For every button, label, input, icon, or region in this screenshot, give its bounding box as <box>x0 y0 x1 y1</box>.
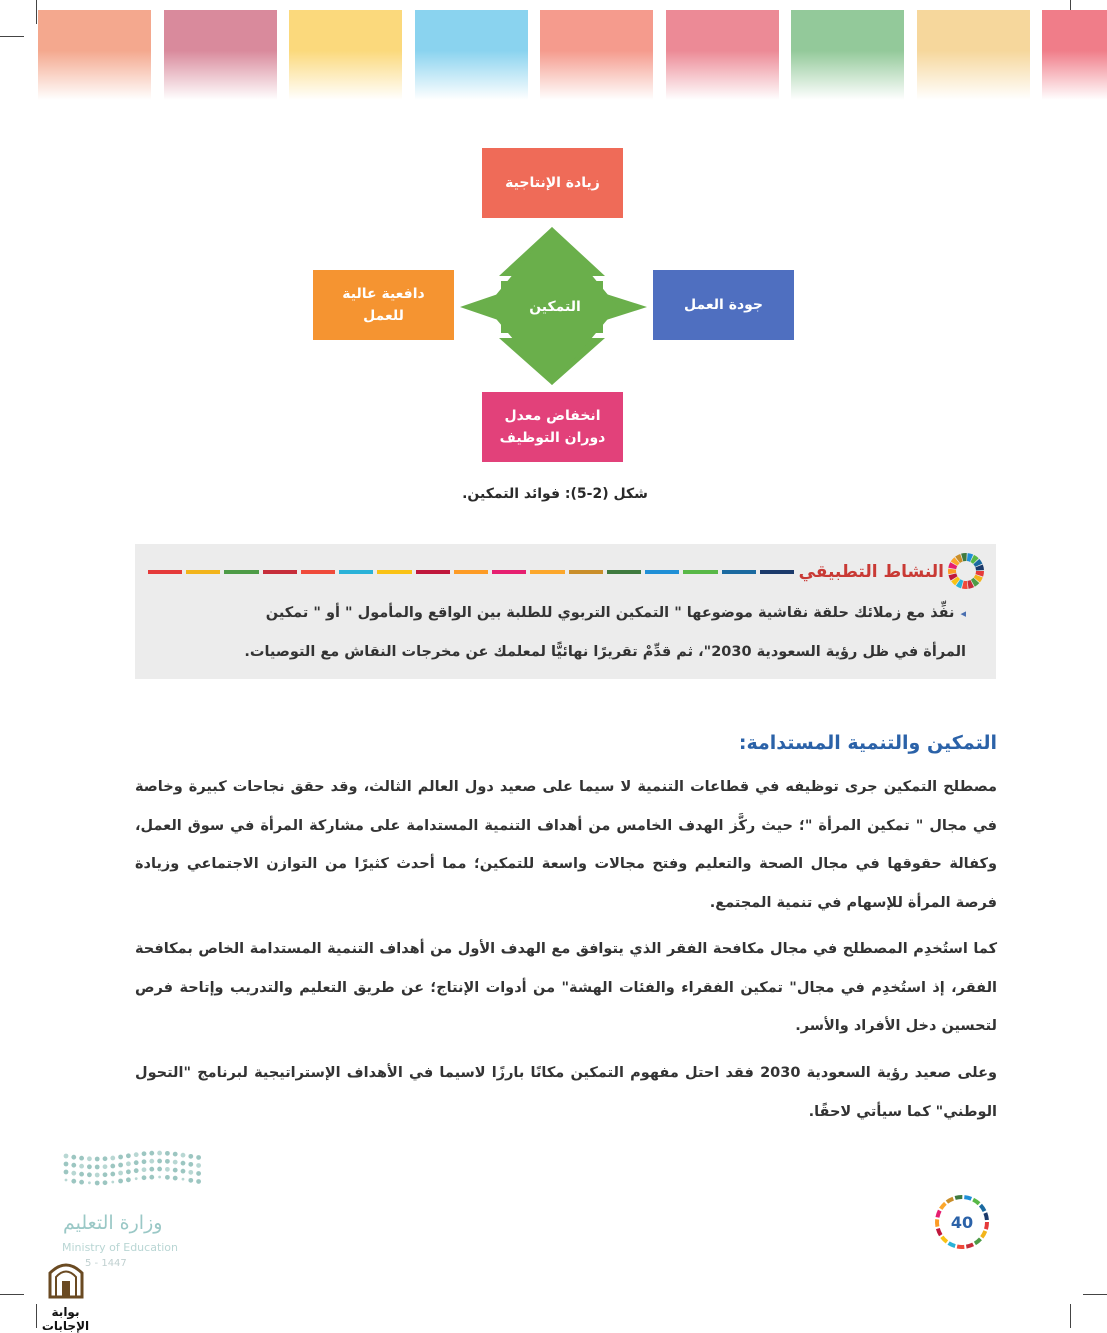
color-stripe <box>224 570 258 574</box>
ministry-year: 5 - 1447 <box>85 1258 127 1269</box>
color-stripe <box>301 570 335 574</box>
diagram-box-turnover <box>482 392 623 462</box>
color-stripe <box>569 570 603 574</box>
color-stripe <box>186 570 220 574</box>
diagram-box-motivation <box>313 270 454 340</box>
motivation-label-line2: للعمل <box>363 308 404 324</box>
paragraph-2: كما استُخدِم المصطلح في مجال مكافحة الفقر الذي يتوافق مع الهدف الأول من أهداف التنمية المستدامة الخاص بمكافحة الفقر، إذ استُخدِم في مجال" تمكين الفقراء والفئات الهشة" من أدوات الإنتاج؛ عن طريق التعليم والتدريب وإتاحة فرص لتحسين دخل الأفراد والأسر. <box>135 941 997 1034</box>
productivity-label: زيادة الإنتاجية <box>505 175 600 191</box>
ministry-name: وزارة التعليم <box>63 1212 163 1234</box>
ministry-dots-logo-icon <box>60 1150 210 1200</box>
color-stripe <box>760 570 794 574</box>
color-stripe <box>683 570 717 574</box>
activity-line1: نفِّذ مع زملائك حلقة نقاشية موضوعها " التمكين التربوي للطلبة بين الواقع والمأمول " أو " تمكين <box>265 605 955 621</box>
color-stripe <box>645 570 679 574</box>
turnover-label-line1: انخفاض معدل <box>504 408 601 424</box>
bullet-triangle-icon: ◂ <box>960 607 966 620</box>
motivation-label-line1: دافعية عالية <box>342 286 425 302</box>
crop-mark <box>0 1294 24 1295</box>
header-color-tabs <box>38 10 1098 100</box>
header-tab <box>1042 10 1107 100</box>
figure-caption: شكل (2-5): فوائد التمكين. <box>462 486 648 502</box>
color-stripe <box>339 570 373 574</box>
diagram-box-productivity <box>482 148 623 218</box>
header-tab <box>791 10 904 100</box>
page-number: 40 <box>950 1212 974 1232</box>
turnover-label-line2: دوران التوظيف <box>499 430 606 446</box>
color-stripe <box>148 570 182 574</box>
color-stripe <box>416 570 450 574</box>
section-title: التمكين والتنمية المستدامة: <box>738 732 997 754</box>
paragraph-3: وعلى صعيد رؤية السعودية 2030 فقد احتل مفهوم التمكين مكانًا بارزًا لاسيما في الأهداف الإستراتيجية لبرنامج "التحول الوطني" كما سيأتي لاحقًا. <box>135 1065 997 1120</box>
header-tab <box>415 10 528 100</box>
activity-line2: المرأة في ظل رؤية السعودية 2030"، ثم قدِّمْ تقريرًا نهائيًّا لمعلمك عن مخرجات النقاش مع التوصيات. <box>244 644 966 660</box>
color-stripe <box>530 570 564 574</box>
color-stripe <box>263 570 297 574</box>
answers-portal-badge[interactable] <box>28 1257 103 1333</box>
diagram-center-label: التمكين <box>529 299 581 315</box>
color-stripe <box>492 570 526 574</box>
activity-title: النشاط التطبيقي <box>798 562 944 582</box>
header-tab <box>917 10 1030 100</box>
crop-mark <box>1083 1294 1107 1295</box>
crop-mark <box>0 36 24 37</box>
empowerment-benefits-diagram <box>300 140 810 475</box>
sdg-wheel-icon <box>946 551 986 591</box>
crop-mark <box>36 0 37 24</box>
header-tab <box>289 10 402 100</box>
activity-text <box>156 594 966 671</box>
color-stripe <box>722 570 756 574</box>
applied-activity-box <box>135 544 996 679</box>
color-stripe <box>607 570 641 574</box>
header-tab <box>164 10 277 100</box>
portal-label: بوابة الإجابات <box>41 1305 90 1333</box>
header-tab <box>666 10 779 100</box>
color-stripe <box>377 570 411 574</box>
work-quality-label: جودة العمل <box>683 297 764 313</box>
ministry-name-english: Ministry of Education <box>62 1241 179 1254</box>
diagram-box-work-quality <box>653 270 794 340</box>
paragraph-1: مصطلح التمكين جرى توظيفه في قطاعات التنمية لا سيما على صعيد دول العالم الثالث، وقد حقق نجاحات كبيرة وخاصة في مجال " تمكين المرأة "؛ حيث ركَّز الهدف الخامس من أهداف التنمية المستدامة على مشاركة المرأة في سوق العمل، وكفالة حقوقها في مجال الصحة والتعليم وفتح مجالات واسعة للتمكين؛ مما أحدث كثيرًا من التوازن الاجتماعي وزيادة فرصة المرأة للإسهام في تنمية المجتمع. <box>135 779 997 911</box>
activity-color-stripes <box>148 570 794 574</box>
color-stripe <box>454 570 488 574</box>
crop-mark <box>1070 1304 1071 1328</box>
header-tab <box>540 10 653 100</box>
portal-building-icon <box>46 1257 86 1299</box>
header-tab <box>38 10 151 100</box>
